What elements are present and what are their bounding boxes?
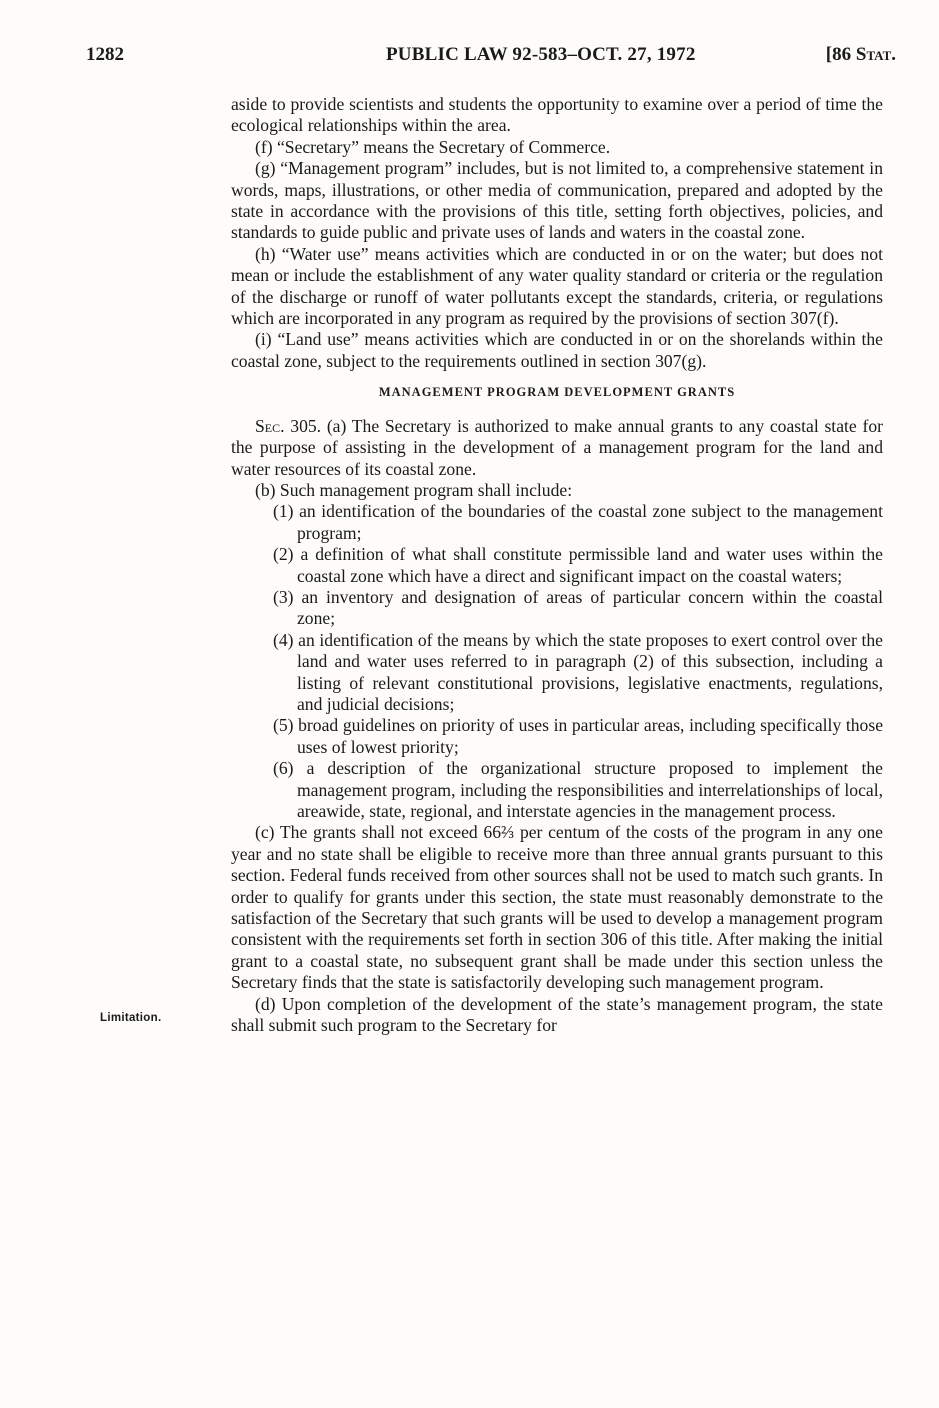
definition-f: (f) “Secretary” means the Secretary of Commerce. xyxy=(255,136,611,157)
subsection-d: (d) Upon completion of the development of the state’s management program, the state shall submit such program to the Secretary for xyxy=(231,993,883,1036)
list-item-4: (4) an identification of the means by which the state proposes to exert control over the land and water uses referred to in paragraph (2) of this subsection, including a listing of relevant constitutional provisions, legislative enactments, regulations, and judicial decisions; xyxy=(273,629,883,714)
definition-h: (h) “Water use” means activities which are conducted in or on the water; but does not mean or include the establishment of any water quality standard or criteria or the regulation of the discharge or runoff of water pollutants except the standards, criteria, or regulations which are incorporated in any program as required by the provisions of section 307(f). xyxy=(231,243,883,329)
volume-reference: [86 Stat. xyxy=(825,44,896,65)
page-header xyxy=(86,44,896,74)
page-number: 1282 xyxy=(86,44,124,65)
list-item-1: (1) an identification of the boundaries of the coastal zone subject to the management program; xyxy=(273,501,883,543)
definition-i: (i) “Land use” means activities which are conducted in or on the shorelands within the coastal zone, subject to the requirements outlined in section 307(g). xyxy=(231,329,883,371)
section-heading: MANAGEMENT PROGRAM DEVELOPMENT GRANTS xyxy=(378,385,736,400)
paragraph-continuation: aside to provide scientists and students the opportunity to examine over a period of time the ecological relationships within the area. xyxy=(231,94,883,136)
section-label: Sec. 305. xyxy=(255,415,322,436)
body-text xyxy=(231,94,883,1036)
subsection-c: (c) The grants shall not exceed 66⅔ per centum of the costs of the program in any one year and no state shall be eligible to receive more than three annual grants pursuant to this section. Federal funds received from other sources shall not be used to match such grants. In order to qualify for grants under this section, the state must reasonably demonstrate to the satisfaction of the Secretary that such grants will be used to develop a management program consistent with the requirements set forth in section 306 of this title. After making the initial grant to a coastal state, no subsequent grant shall be made under this section unless the Secretary finds that the state is satisfactorily developing such management program. xyxy=(231,822,883,993)
section-305-a xyxy=(231,416,883,480)
list-item-5: (5) broad guidelines on priority of uses in particular areas, including specifically those uses of lowest priority; xyxy=(273,715,883,757)
subsection-a-text: (a) The Secretary is authorized to make annual grants to any coastal state for the purpose of assisting in the development of a management program for the land and water resources of its coastal zone. xyxy=(231,415,883,479)
definition-g: (g) “Management program” includes, but is not limited to, a comprehensive statement in words, maps, illustrations, or other media of communication, prepared and adopted by the state in accordance with the provisions of this title, setting forth objectives, policies, and standards to guide public and private uses of lands and waters in the coastal zone. xyxy=(231,158,883,243)
running-title: PUBLIC LAW 92-583–OCT. 27, 1972 xyxy=(386,44,696,65)
list-item-6: (6) a description of the organizational structure proposed to implement the management program, including the responsibilities and interrelationships of local, areawide, state, regional, and interstate agencies in the management process. xyxy=(273,758,883,821)
margin-note-limitation: Limitation. xyxy=(100,1012,162,1024)
subsection-b: (b) Such management program shall include: xyxy=(255,479,573,500)
list-item-2: (2) a definition of what shall constitute permissible land and water uses within the coastal zone which have a direct and significant impact on the coastal waters; xyxy=(273,544,883,586)
list-item-3: (3) an inventory and designation of areas of particular concern within the coastal zone; xyxy=(273,586,883,629)
